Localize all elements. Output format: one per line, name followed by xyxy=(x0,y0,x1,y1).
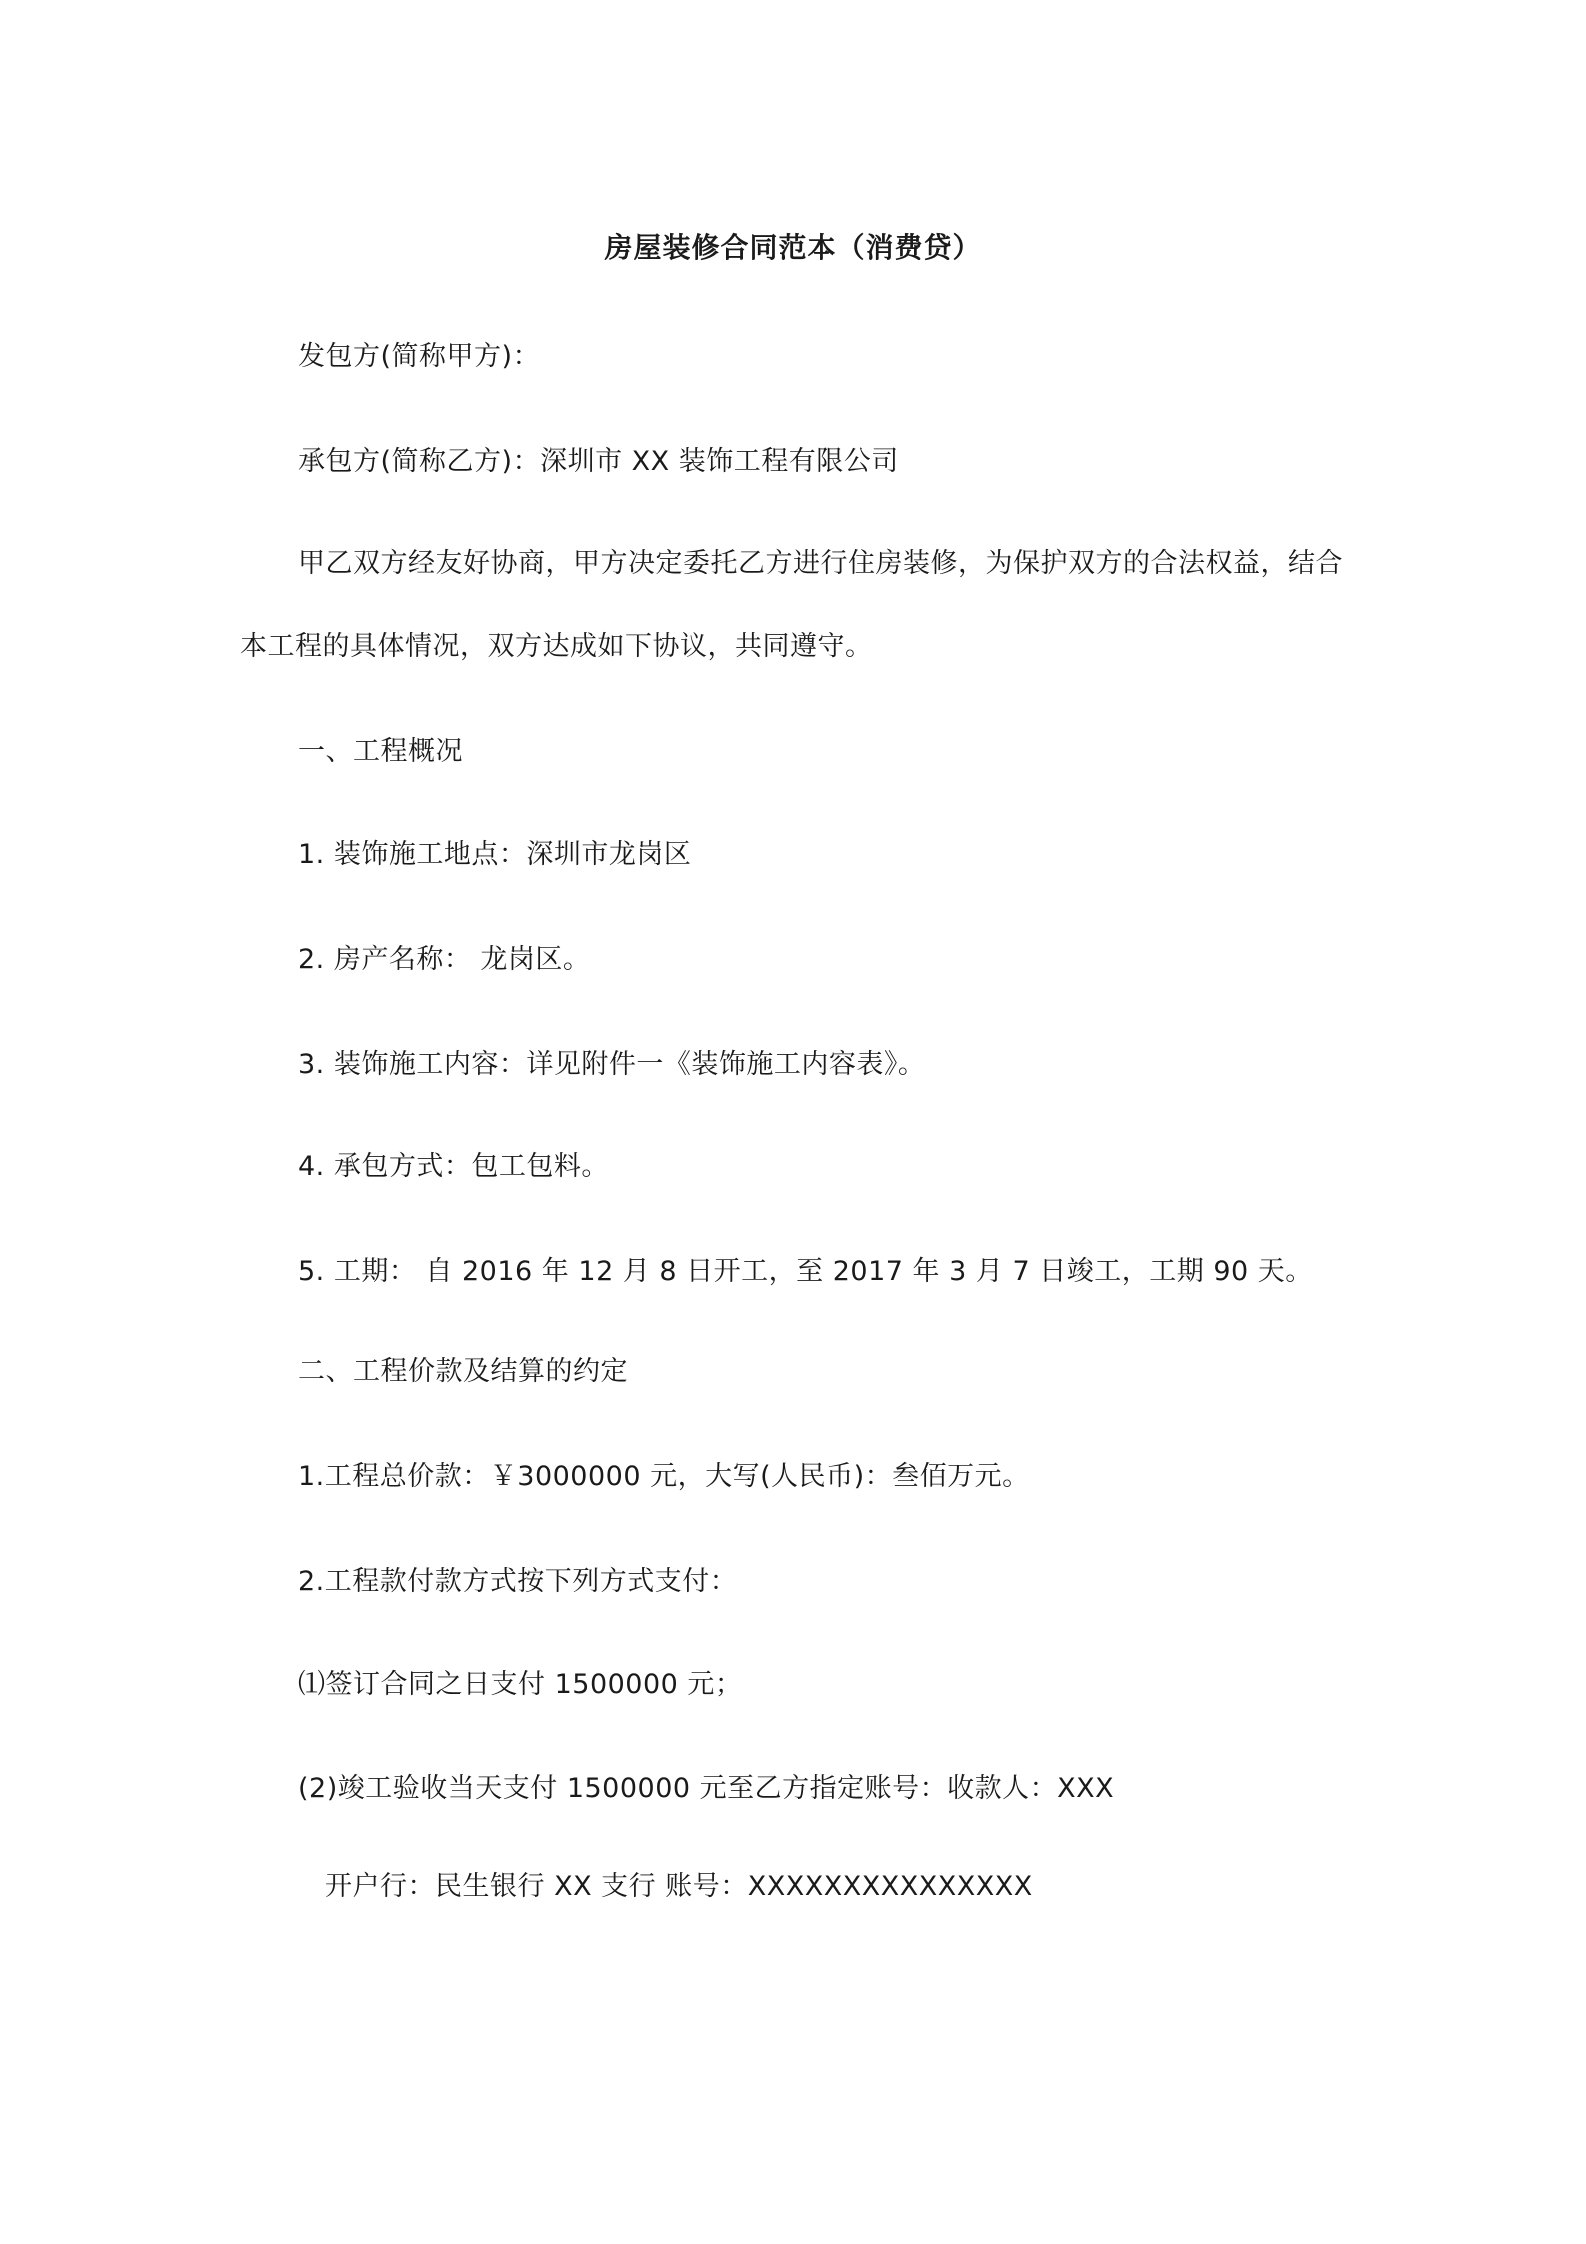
payment-item-1: ⑴签订合同之日支付 1500000 元； xyxy=(298,1669,743,1700)
intro-paragraph-line-2: 本工程的具体情况，双方达成如下协议，共同遵守。 xyxy=(240,631,873,662)
list-item-contract-method: 4. 承包方式：包工包料。 xyxy=(298,1151,609,1182)
list-item-construction-content: 3. 装饰施工内容：详见附件一《装饰施工内容表》。 xyxy=(298,1049,926,1080)
payment-item-2: (2)竣工验收当天支付 1500000 元至乙方指定账号：收款人：XXX xyxy=(298,1773,1115,1804)
list-item-payment-method: 2.工程款付款方式按下列方式支付： xyxy=(298,1566,738,1597)
section-heading-project-overview: 一、工程概况 xyxy=(298,736,463,767)
list-item-property-name: 2. 房产名称： 龙岗区。 xyxy=(298,944,591,975)
party-b-line: 承包方(简称乙方)：深圳市 XX 装饰工程有限公司 xyxy=(298,446,899,477)
intro-paragraph-line-1: 甲乙双方经友好协商，甲方决定委托乙方进行住房装修，为保护双方的合法权益，结合 xyxy=(298,548,1343,579)
section-heading-price-settlement: 二、工程价款及结算的约定 xyxy=(298,1356,628,1387)
list-item-construction-period: 5. 工期： 自 2016 年 12 月 8 日开工，至 2017 年 3 月 7 日竣工，工期 90 天。 xyxy=(298,1256,1313,1287)
list-item-total-price: 1.工程总价款：￥3000000 元，大写(人民币)：叁佰万元。 xyxy=(298,1461,1030,1492)
bank-account-line: 开户行：民生银行 XX 支行 账号：XXXXXXXXXXXXXXX xyxy=(325,1871,1033,1902)
document-title: 房屋装修合同范本（消费贷） xyxy=(604,231,982,264)
list-item-construction-site: 1. 装饰施工地点：深圳市龙岗区 xyxy=(298,839,692,870)
party-a-line: 发包方(简称甲方)： xyxy=(298,341,541,372)
